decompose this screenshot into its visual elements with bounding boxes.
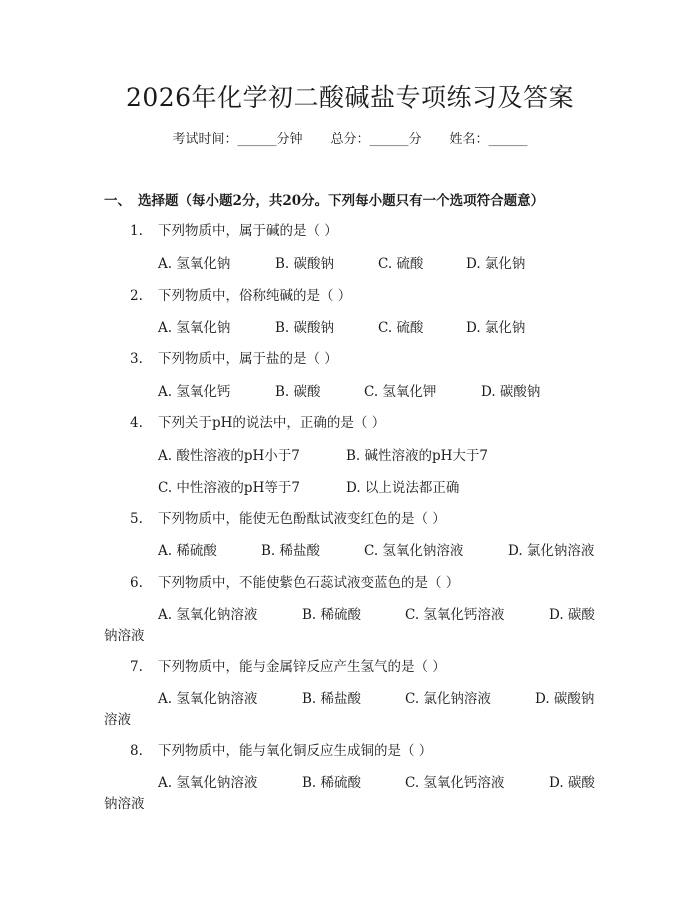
question-text: 下列关于pH的说法中，正确的是（ ）: [158, 415, 386, 431]
option-d-continuation: 溶液: [104, 712, 131, 728]
score-label: 总分：: [330, 132, 370, 147]
option-d: D. 碳酸: [549, 607, 595, 623]
option-c: C. 硫酸: [378, 320, 424, 336]
question-number: 5.: [130, 511, 143, 527]
option-b: B. 碳酸钠: [275, 320, 335, 336]
option-d: D. 以上说法都正确: [346, 480, 460, 496]
section-number: 一、: [104, 193, 131, 209]
option-b: B. 碱性溶液的pH大于7: [346, 448, 489, 464]
question-number: 4.: [130, 415, 143, 431]
option-d: D. 氯化钠溶液: [508, 543, 595, 559]
option-d: D. 氯化钠: [466, 320, 526, 336]
option-b: B. 稀硫酸: [302, 607, 362, 623]
option-c: C. 氢氧化钙溶液: [405, 775, 505, 791]
question-number: 7.: [130, 659, 143, 675]
question-number: 3.: [130, 351, 143, 367]
option-b: B. 碳酸钠: [275, 256, 335, 272]
question-text: 下列物质中，不能使紫色石蕊试液变蓝色的是（ ）: [158, 575, 460, 591]
option-d: D. 氯化钠: [466, 256, 526, 272]
time-unit: 分钟: [276, 132, 303, 147]
question-number: 1.: [130, 223, 143, 239]
option-d-continuation: 钠溶液: [104, 796, 145, 812]
time-label: 考试时间：: [172, 132, 238, 147]
question-text: 下列物质中，属于盐的是（ ）: [158, 351, 338, 367]
question-number: 2.: [130, 288, 143, 304]
option-b: B. 稀硫酸: [302, 775, 362, 791]
option-d: D. 碳酸: [549, 775, 595, 791]
option-a: A. 氢氧化钠溶液: [158, 691, 258, 707]
option-a: A. 稀硫酸: [158, 543, 217, 559]
section-heading: [104, 191, 544, 211]
option-a: A. 氢氧化钠溶液: [158, 607, 258, 623]
option-b: B. 稀盐酸: [302, 691, 362, 707]
option-c: C. 硫酸: [378, 256, 424, 272]
option-c: C. 中性溶液的pH等于7: [158, 480, 300, 496]
question-number: 8.: [130, 743, 143, 759]
option-a: A. 氢氧化钙: [158, 384, 231, 400]
time-blank: ______: [237, 132, 277, 147]
option-b: B. 碳酸: [275, 384, 321, 400]
option-d: D. 碳酸钠: [535, 691, 595, 707]
option-c: C. 氯化钠溶液: [405, 691, 491, 707]
option-a: A. 酸性溶液的pH小于7: [158, 448, 300, 464]
option-a: A. 氢氧化钠: [158, 320, 231, 336]
option-a: A. 氢氧化钠: [158, 256, 231, 272]
option-a: A. 氢氧化钠溶液: [158, 775, 258, 791]
exam-info-line: [0, 130, 700, 150]
option-c: C. 氢氧化钾: [364, 384, 437, 400]
section-title: 选择题（每小题2分，共20分。下列每小题只有一个选项符合题意）: [138, 193, 545, 209]
option-c: C. 氢氧化钠溶液: [364, 543, 464, 559]
score-unit: 分: [408, 132, 422, 147]
question-text: 下列物质中，属于碱的是（ ）: [158, 223, 338, 239]
name-label: 姓名：: [449, 132, 489, 147]
option-b: B. 稀盐酸: [261, 543, 321, 559]
score-blank: ______: [369, 132, 409, 147]
option-d-continuation: 钠溶液: [104, 628, 145, 644]
question-text: 下列物质中，能使无色酚酞试液变红色的是（ ）: [158, 511, 446, 527]
document-title: 2026年化学初二酸碱盐专项练习及答案: [125, 83, 575, 112]
question-text: 下列物质中，能与氧化铜反应生成铜的是（ ）: [158, 743, 433, 759]
question-text: 下列物质中，能与金属锌反应产生氢气的是（ ）: [158, 659, 446, 675]
question-text: 下列物质中，俗称纯碱的是（ ）: [158, 288, 352, 304]
option-c: C. 氢氧化钙溶液: [405, 607, 505, 623]
question-number: 6.: [130, 575, 143, 591]
option-d: D. 碳酸钠: [481, 384, 541, 400]
name-blank: ______: [488, 132, 528, 147]
